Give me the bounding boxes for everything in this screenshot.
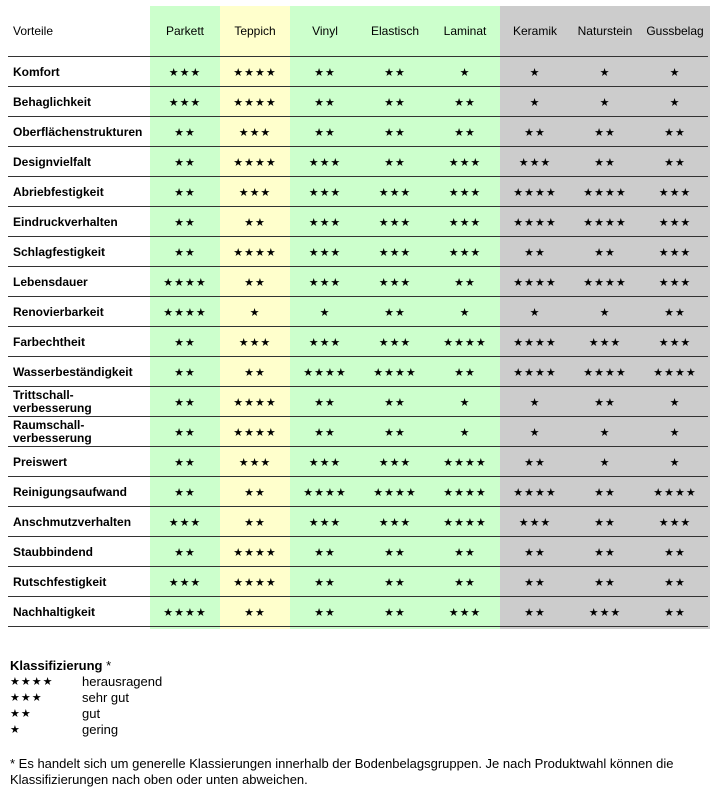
row-label-line: Preiswert [13, 454, 68, 469]
rating-cell: ★★ [244, 366, 266, 379]
rating-cell: ★★ [594, 156, 616, 169]
rating-cell: ★★★ [238, 126, 272, 139]
rating-cell: ★★ [314, 546, 336, 559]
rating-cell: ★★ [174, 186, 196, 199]
row-label-line: Eindruckverhalten [13, 214, 118, 229]
row-label-line: Wasserbeständigkeit [13, 364, 133, 379]
rating-cell: ★★ [174, 366, 196, 379]
rating-cell: ★★★★ [443, 456, 487, 469]
header-column: Parkett [165, 24, 204, 38]
rating-cell: ★★★ [308, 186, 342, 199]
rating-cell: ★★ [244, 516, 266, 529]
rating-cell: ★★ [524, 546, 546, 559]
rating-cell: ★★ [174, 396, 196, 409]
rating-cell: ★ [529, 66, 541, 79]
rating-cell: ★★ [454, 546, 476, 559]
header-column: Vinyl [312, 24, 338, 38]
rating-cell: ★★★ [378, 186, 412, 199]
row-label-line: Reinigungsaufwand [13, 484, 127, 499]
row-label-line: Trittschall- [13, 388, 74, 402]
row-label [13, 237, 153, 267]
legend-item [10, 690, 710, 706]
rating-cell: ★★ [664, 546, 686, 559]
rating-cell: ★★ [384, 426, 406, 439]
legend-asterisk: * [106, 658, 112, 673]
rating-cell: ★★★★ [163, 606, 207, 619]
rating-cell: ★★ [174, 546, 196, 559]
rating-cell: ★★★★ [513, 486, 557, 499]
rating-cell: ★★★★ [233, 66, 277, 79]
rating-cell: ★★ [454, 276, 476, 289]
rating-cell: ★ [459, 66, 471, 79]
rating-cell: ★★ [174, 156, 196, 169]
row-label-text [13, 216, 118, 229]
rating-cell: ★★ [384, 126, 406, 139]
rating-cell: ★★ [244, 606, 266, 619]
legend [10, 658, 710, 738]
header-column: Keramik [512, 24, 557, 38]
rating-cell: ★ [599, 426, 611, 439]
row-label [13, 327, 153, 357]
row-divider [8, 626, 708, 627]
rating-cell: ★★★ [658, 246, 692, 259]
rating-cell: ★★★★ [163, 306, 207, 319]
row-label-text [13, 366, 133, 379]
rating-cell: ★★ [594, 126, 616, 139]
row-label-line: Designvielfalt [13, 154, 92, 169]
rating-cell: ★★ [174, 216, 196, 229]
rating-cell: ★★ [174, 126, 196, 139]
row-label [13, 447, 153, 477]
legend-title [10, 658, 710, 674]
rating-cell: ★★★ [658, 276, 692, 289]
rating-cell: ★★★★ [583, 366, 627, 379]
rating-cell: ★ [529, 96, 541, 109]
rating-cell: ★ [599, 456, 611, 469]
footnote: * Es handelt sich um generelle Klassierungen innerhalb der Bodenbelagsgruppen. Je nach Produktwahl können die Klassifizierungen nach oben oder unten abweichen. [10, 756, 674, 787]
rating-cell: ★★ [314, 66, 336, 79]
rating-cell: ★★★ [658, 336, 692, 349]
rating-cell: ★★★ [168, 96, 202, 109]
rating-cell: ★★★ [238, 186, 272, 199]
row-label [13, 477, 153, 507]
header-column: Naturstein [577, 24, 633, 38]
row-label [13, 597, 153, 627]
rating-cell: ★★★ [238, 336, 272, 349]
rating-cell: ★★ [244, 276, 266, 289]
rating-cell: ★★ [384, 306, 406, 319]
rating-cell: ★ [529, 426, 541, 439]
rating-cell: ★★ [314, 126, 336, 139]
rating-cell: ★★ [314, 96, 336, 109]
row-label [13, 387, 153, 417]
rating-cell: ★★ [664, 606, 686, 619]
rating-cell: ★ [529, 306, 541, 319]
rating-cell: ★★ [454, 366, 476, 379]
rating-cell: ★★ [384, 576, 406, 589]
rating-cell: ★★★★ [233, 396, 277, 409]
rating-cell: ★★ [174, 486, 196, 499]
rating-cell: ★★ [454, 96, 476, 109]
rating-cell: ★★★★ [513, 216, 557, 229]
rating-cell: ★★★ [378, 336, 412, 349]
row-label-line: Nachhaltigkeit [13, 604, 96, 619]
row-label-text [13, 486, 127, 499]
rating-cell: ★ [459, 426, 471, 439]
rating-cell: ★★★★ [233, 546, 277, 559]
rating-cell: ★★ [594, 246, 616, 259]
rating-cell: ★★★★ [653, 366, 697, 379]
rating-cell: ★ [249, 306, 261, 319]
rating-cell: ★★★★ [443, 516, 487, 529]
row-label-line: verbesserung [13, 401, 92, 415]
rating-cell: ★★ [174, 336, 196, 349]
rating-cell: ★ [599, 66, 611, 79]
row-label [13, 177, 153, 207]
row-label [13, 417, 153, 447]
rating-cell: ★★ [524, 606, 546, 619]
rating-cell: ★★ [384, 156, 406, 169]
rating-cell: ★★★★ [443, 336, 487, 349]
rating-cell: ★★★★ [513, 276, 557, 289]
row-label [13, 57, 153, 87]
rating-cell: ★★★★ [513, 336, 557, 349]
rating-cell: ★ [669, 456, 681, 469]
legend-label: sehr gut [82, 690, 129, 705]
rating-cell: ★★ [454, 126, 476, 139]
rating-cell: ★★★ [308, 156, 342, 169]
rating-cell: ★★★★ [443, 486, 487, 499]
rating-cell: ★★ [664, 576, 686, 589]
row-label-line: Abriebfestigkeit [13, 184, 104, 199]
rating-cell: ★ [599, 96, 611, 109]
rating-cell: ★★★ [378, 276, 412, 289]
row-label-line: Staubbindend [13, 544, 93, 559]
rating-cell: ★★ [174, 246, 196, 259]
row-label-text [13, 456, 67, 469]
rating-cell: ★★★★ [233, 96, 277, 109]
row-label-text [13, 546, 93, 559]
rating-cell: ★★★ [168, 66, 202, 79]
rating-cell: ★★ [314, 606, 336, 619]
rating-cell: ★ [669, 426, 681, 439]
rating-cell: ★★★ [518, 156, 552, 169]
row-label-text [13, 276, 88, 289]
rating-cell: ★★★ [238, 456, 272, 469]
row-label-text [13, 336, 85, 349]
rating-cell: ★★★ [588, 336, 622, 349]
rating-cell: ★★ [524, 576, 546, 589]
rating-cell: ★★ [244, 486, 266, 499]
rating-cell: ★★ [454, 576, 476, 589]
row-label-text [13, 419, 92, 445]
row-label [13, 567, 153, 597]
legend-item [10, 674, 710, 690]
row-label-line: Lebensdauer [13, 274, 88, 289]
rating-cell: ★★ [664, 126, 686, 139]
row-label [13, 267, 153, 297]
rating-cell: ★★ [524, 126, 546, 139]
rating-cell: ★★★ [378, 456, 412, 469]
rating-cell: ★★★ [588, 606, 622, 619]
row-label-text [13, 126, 142, 139]
rating-cell: ★★ [174, 426, 196, 439]
rating-cell: ★ [669, 66, 681, 79]
rating-cell: ★★★ [448, 246, 482, 259]
row-label-text [13, 516, 131, 529]
rating-cell: ★★★ [308, 216, 342, 229]
rating-cell: ★★★★ [163, 276, 207, 289]
rating-cell: ★★★★ [303, 366, 347, 379]
row-label [13, 207, 153, 237]
rating-cell: ★★ [384, 66, 406, 79]
row-label [13, 147, 153, 177]
row-label-line: Schlagfestigkeit [13, 244, 106, 259]
rating-cell: ★★★★ [233, 156, 277, 169]
rating-cell: ★★★★ [233, 576, 277, 589]
row-label [13, 117, 153, 147]
rating-cell: ★★ [594, 576, 616, 589]
rating-cell: ★ [669, 396, 681, 409]
legend-item [10, 706, 710, 722]
rating-cell: ★★ [244, 216, 266, 229]
rating-cell: ★★★★ [583, 216, 627, 229]
legend-stars: ★★★★ [10, 676, 54, 688]
rating-cell: ★★★ [448, 606, 482, 619]
legend-items [10, 674, 710, 738]
row-label-text [13, 576, 106, 589]
row-label [13, 357, 153, 387]
legend-label: gering [82, 722, 119, 737]
legend-title-text: Klassifizierung [10, 658, 103, 673]
rating-cell: ★★★ [378, 246, 412, 259]
row-label-line: Raumschall- [13, 418, 85, 432]
rating-cell: ★★★ [518, 516, 552, 529]
rating-cell: ★★★ [658, 516, 692, 529]
rating-cell: ★★ [664, 156, 686, 169]
rating-cell: ★ [319, 306, 331, 319]
rating-cell: ★★ [594, 486, 616, 499]
row-label-line: Komfort [13, 64, 60, 79]
rating-cell: ★★ [384, 396, 406, 409]
rating-cell: ★★★ [308, 246, 342, 259]
rating-cell: ★★ [314, 576, 336, 589]
rating-cell: ★★ [384, 606, 406, 619]
row-label-text [13, 66, 60, 79]
rating-cell: ★★★★ [233, 426, 277, 439]
row-label-line: Oberflächenstrukturen [13, 124, 143, 139]
rating-cell: ★★★★ [513, 186, 557, 199]
rating-cell: ★ [599, 306, 611, 319]
rating-cell: ★★★ [378, 516, 412, 529]
rating-cell: ★★★ [308, 336, 342, 349]
legend-stars: ★ [10, 724, 21, 736]
rating-cell: ★ [669, 96, 681, 109]
rating-cell: ★ [459, 306, 471, 319]
row-label [13, 507, 153, 537]
rating-cell: ★★★★ [233, 246, 277, 259]
row-label-line: Rutschfestigkeit [13, 574, 107, 589]
row-label [13, 297, 153, 327]
rating-cell: ★★ [384, 96, 406, 109]
header-vorteile: Vorteile [13, 24, 54, 38]
row-label [13, 87, 153, 117]
legend-label: herausragend [82, 674, 163, 689]
header-column: Laminat [443, 24, 487, 38]
rating-cell: ★★★ [378, 216, 412, 229]
rating-cell: ★★ [594, 516, 616, 529]
rating-cell: ★★★★ [653, 486, 697, 499]
row-label-text [13, 306, 104, 319]
row-label [13, 537, 153, 567]
rating-cell: ★★ [524, 456, 546, 469]
rating-cell: ★★ [594, 546, 616, 559]
rating-cell: ★★ [524, 246, 546, 259]
rating-cell: ★★ [174, 456, 196, 469]
legend-stars: ★★★ [10, 692, 43, 704]
rating-cell: ★★★ [448, 186, 482, 199]
rating-cell: ★★★ [308, 516, 342, 529]
rating-cell: ★ [459, 396, 471, 409]
rating-cell: ★★★★ [513, 366, 557, 379]
row-label-line: verbesserung [13, 431, 92, 445]
row-label-line: Farbechtheit [13, 334, 86, 349]
rating-cell: ★★★ [308, 276, 342, 289]
legend-stars: ★★ [10, 708, 32, 720]
legend-label: gut [82, 706, 101, 721]
rating-cell: ★★ [314, 396, 336, 409]
rating-cell: ★★★★ [373, 366, 417, 379]
rating-cell: ★ [529, 396, 541, 409]
rating-cell: ★★★ [168, 516, 202, 529]
rating-cell: ★★★ [448, 216, 482, 229]
rating-cell: ★★★★ [583, 276, 627, 289]
rating-cell: ★★★★ [303, 486, 347, 499]
rating-cell: ★★ [314, 426, 336, 439]
rating-cell: ★★★ [658, 186, 692, 199]
row-label-line: Anschmutzverhalten [13, 514, 132, 529]
rating-cell: ★★★ [448, 156, 482, 169]
row-label-text [13, 96, 91, 109]
row-label-text [13, 246, 105, 259]
row-label-text [13, 389, 92, 415]
row-label-text [13, 606, 95, 619]
header-column: Elastisch [370, 24, 420, 38]
row-label-line: Behaglichkeit [13, 94, 92, 109]
rating-cell: ★★★ [168, 576, 202, 589]
rating-cell: ★★★★ [583, 186, 627, 199]
header-column: Teppich [234, 24, 276, 38]
rating-cell: ★★★ [308, 456, 342, 469]
rating-cell: ★★★ [658, 216, 692, 229]
row-label-text [13, 186, 104, 199]
legend-item [10, 722, 710, 738]
header-column: Gussbelag [646, 24, 704, 38]
row-label-line: Renovierbarkeit [13, 304, 104, 319]
rating-cell: ★★ [384, 546, 406, 559]
rating-cell: ★★ [594, 396, 616, 409]
rating-cell: ★★ [664, 306, 686, 319]
rating-cell: ★★★★ [373, 486, 417, 499]
row-label-text [13, 156, 91, 169]
